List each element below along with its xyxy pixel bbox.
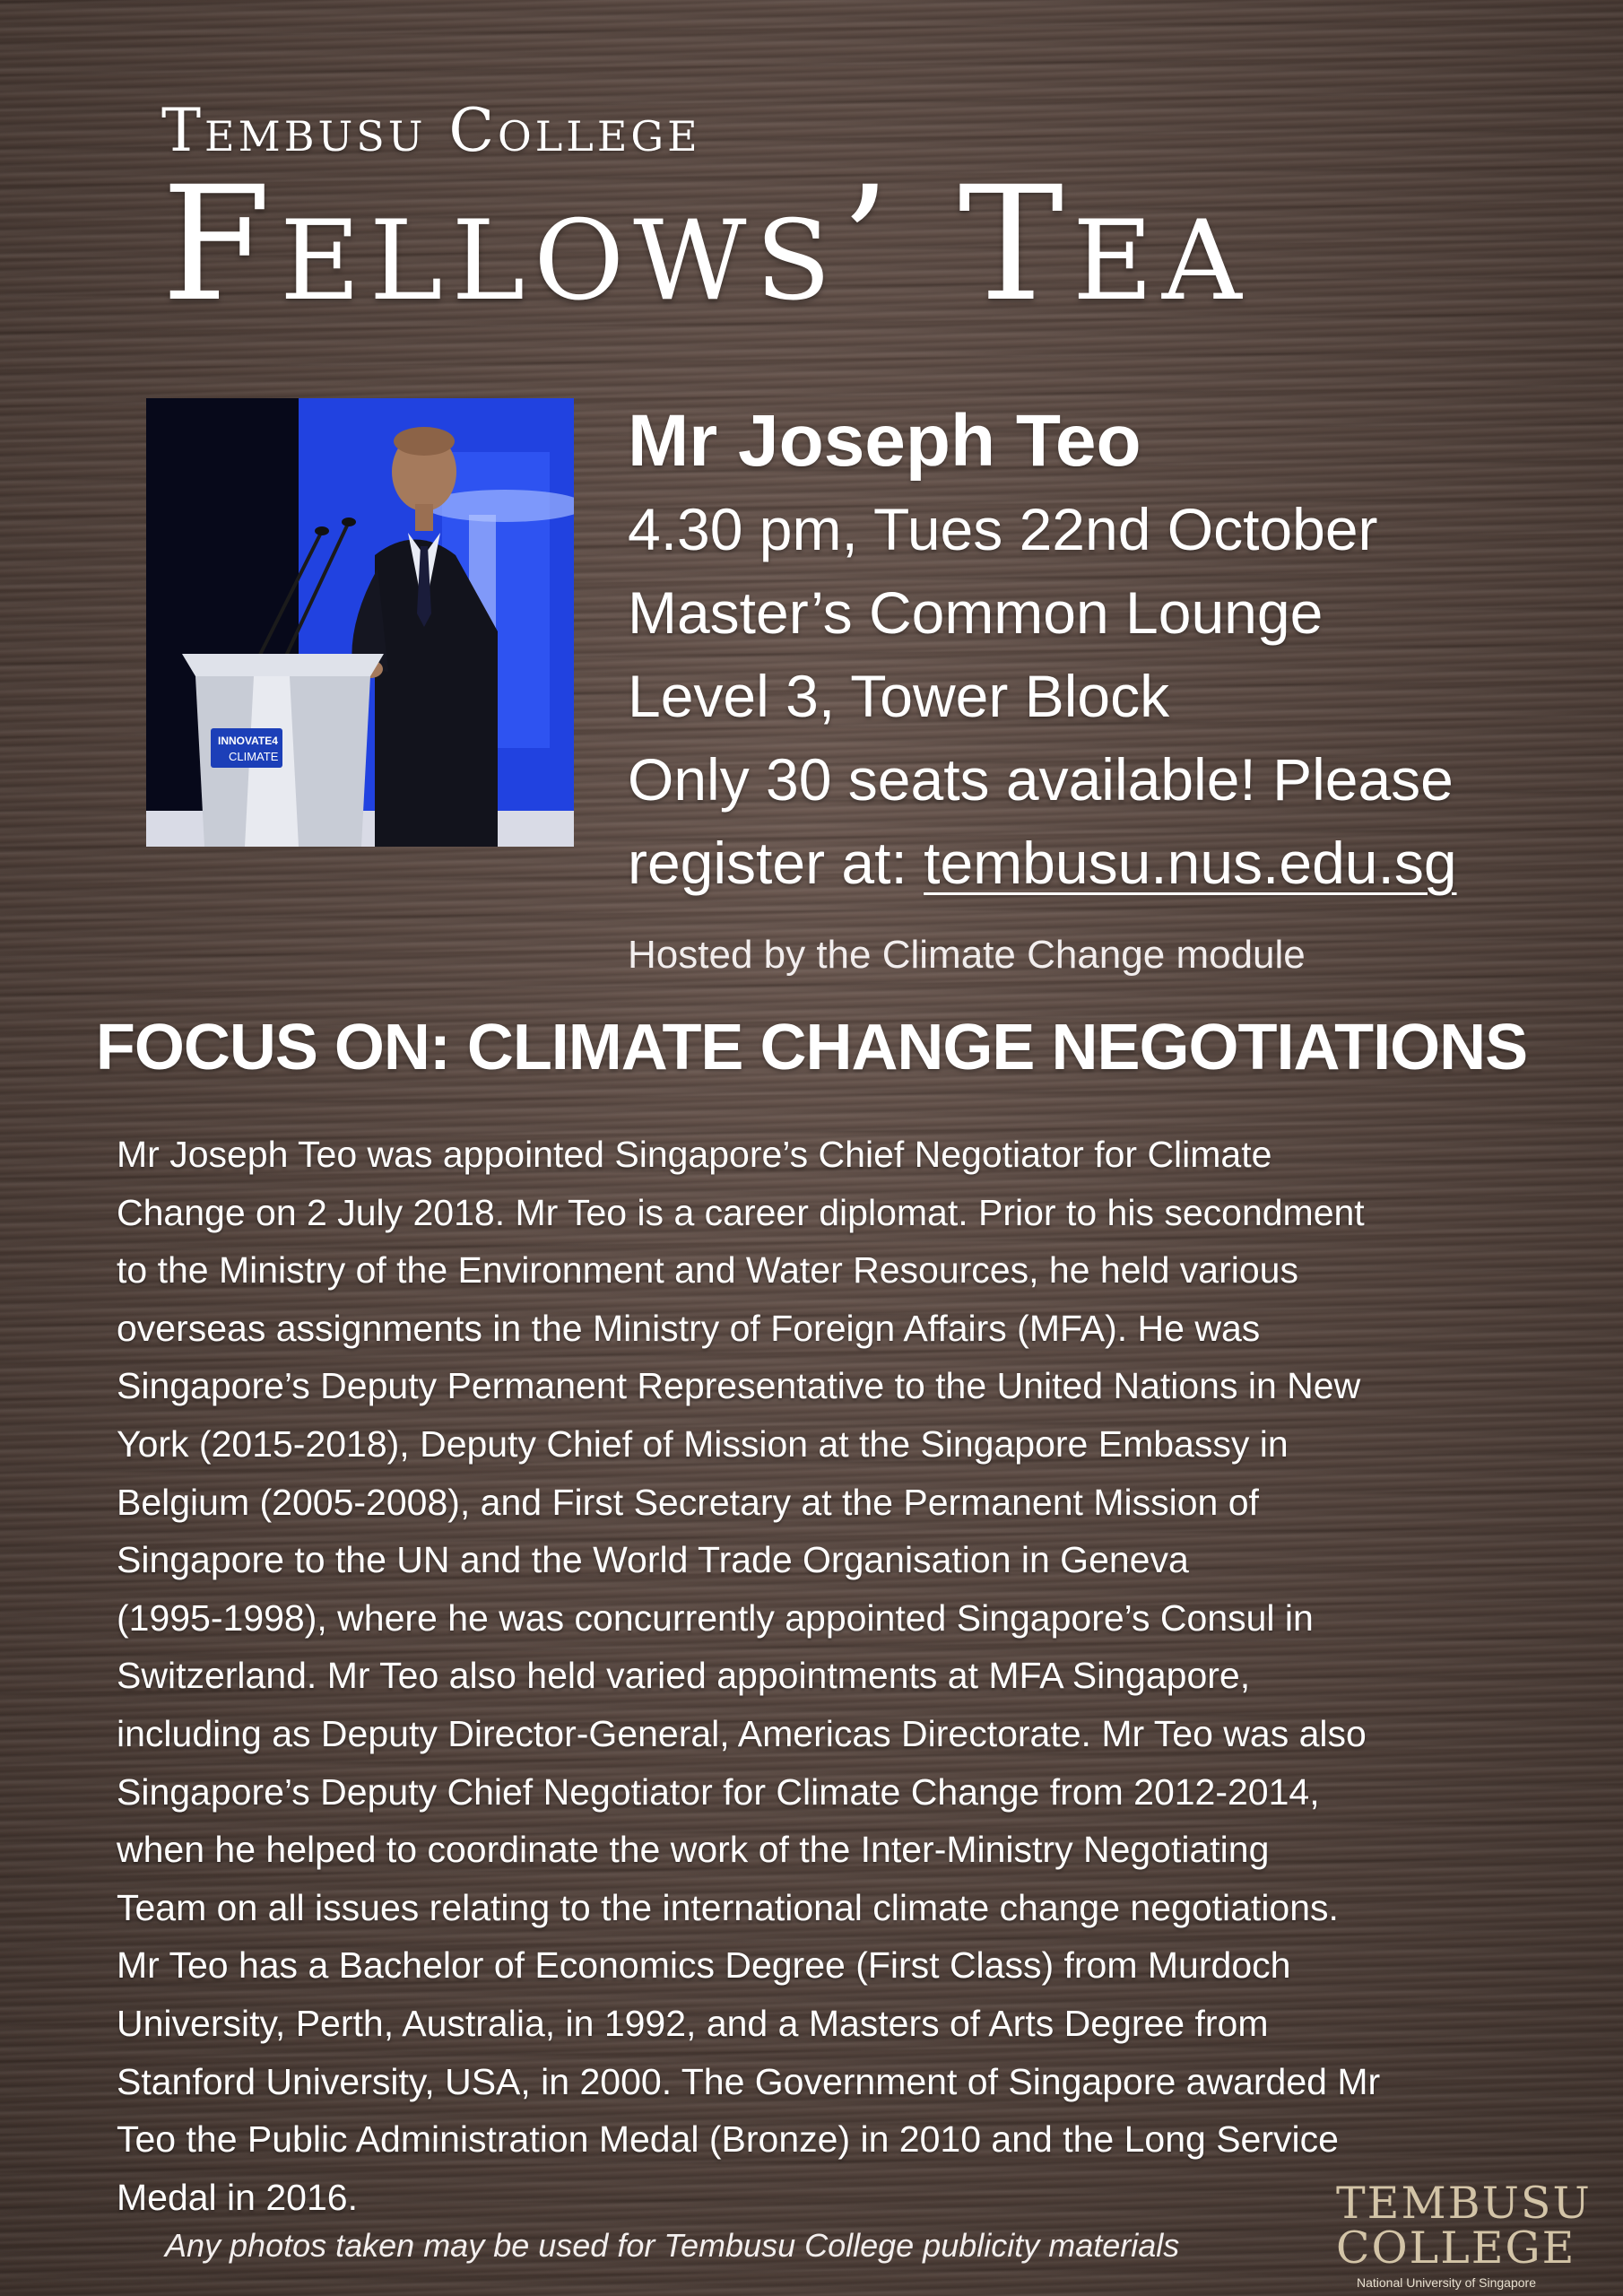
bio-line: University, Perth, Australia, in 1992, and a Masters of Arts Degree from bbox=[117, 2002, 1269, 2044]
svg-text:INNOVATE4: INNOVATE4 bbox=[218, 735, 278, 747]
event-details bbox=[628, 395, 1578, 1022]
bio-line: (1995-1998), where he was concurrently appointed Singapore’s Consul in bbox=[117, 1596, 1314, 1639]
svg-text:CLIMATE: CLIMATE bbox=[229, 750, 279, 763]
bio-line: Singapore’s Deputy Permanent Representative to the United Nations in New bbox=[117, 1365, 1361, 1407]
event-title: Fellows’ Tea bbox=[161, 152, 1251, 336]
event-time: 4.30 pm, Tues 22nd October bbox=[628, 496, 1378, 562]
bio-line: Mr Joseph Teo was appointed Singapore’s Chief Negotiator for Climate bbox=[117, 1134, 1272, 1175]
focus-heading: FOCUS ON: CLIMATE CHANGE NEGOTIATIONS bbox=[95, 1012, 1528, 1083]
bio-line: Change on 2 July 2018. Mr Teo is a career diplomat. Prior to his secondment bbox=[117, 1191, 1365, 1233]
speaker-name: Mr Joseph Teo bbox=[628, 400, 1141, 482]
speaker-photo-illustration bbox=[146, 398, 574, 847]
event-venue: Master’s Common Lounge bbox=[628, 579, 1324, 646]
register-prefix: register at: bbox=[628, 830, 924, 896]
bio-line: including as Deputy Director-General, Americas Directorate. Mr Teo was also bbox=[117, 1712, 1367, 1754]
bio-line: Teo the Public Administration Medal (Bronze) in 2010 and the Long Service bbox=[117, 2118, 1339, 2161]
logo-line-2: COLLEGE bbox=[1336, 2222, 1576, 2274]
event-location: Level 3, Tower Block bbox=[628, 663, 1170, 729]
bio-line: to the Ministry of the Environment and Water Resources, he held various bbox=[117, 1249, 1298, 1292]
bio-line: overseas assignments in the Ministry of Foreign Affairs (MFA). He was bbox=[117, 1307, 1261, 1349]
bio-line: Belgium (2005-2008), and First Secretary at the Permanent Mission of bbox=[117, 1481, 1259, 1523]
bio-line: Mr Teo has a Bachelor of Economics Degree (First Class) from Murdoch bbox=[117, 1944, 1291, 1987]
logo-subtitle: National University of Singapore bbox=[1357, 2275, 1536, 2290]
photo-disclaimer: Any photos taken may be used for Tembusu College publicity materials bbox=[165, 2227, 1180, 2264]
seats-notice: Only 30 seats available! Please bbox=[628, 746, 1454, 813]
bio-line: Medal in 2016. bbox=[117, 2176, 358, 2218]
bio-line: Singapore to the UN and the World Trade Organisation in Geneva bbox=[117, 1539, 1189, 1581]
logo-line-1: TEMBUSU bbox=[1336, 2178, 1592, 2229]
bio-line: Team on all issues relating to the international climate change negotiations. bbox=[117, 1886, 1339, 1928]
bio-line: York (2015-2018), Deputy Chief of Mission at the Singapore Embassy in bbox=[117, 1422, 1289, 1465]
bio-line: when he helped to coordinate the work of the Inter-Ministry Negotiating bbox=[117, 1829, 1270, 1871]
register-link[interactable]: tembusu.nus.edu.sg bbox=[924, 830, 1457, 896]
register-line bbox=[628, 822, 1578, 905]
college-logo bbox=[1336, 2178, 1592, 2291]
college-name: Tembusu College bbox=[161, 96, 701, 165]
poster-header bbox=[161, 96, 1506, 336]
bio-line: Stanford University, USA, in 2000. The Government of Singapore awarded Mr bbox=[117, 2060, 1381, 2102]
speaker-bio bbox=[117, 1126, 1515, 2226]
hosted-by: Hosted by the Climate Change module bbox=[628, 933, 1306, 977]
bio-line: Singapore’s Deputy Chief Negotiator for Climate Change from 2012-2014, bbox=[117, 1770, 1320, 1813]
bio-line: Switzerland. Mr Teo also held varied appointments at MFA Singapore, bbox=[117, 1655, 1251, 1697]
speaker-photo bbox=[146, 398, 574, 847]
